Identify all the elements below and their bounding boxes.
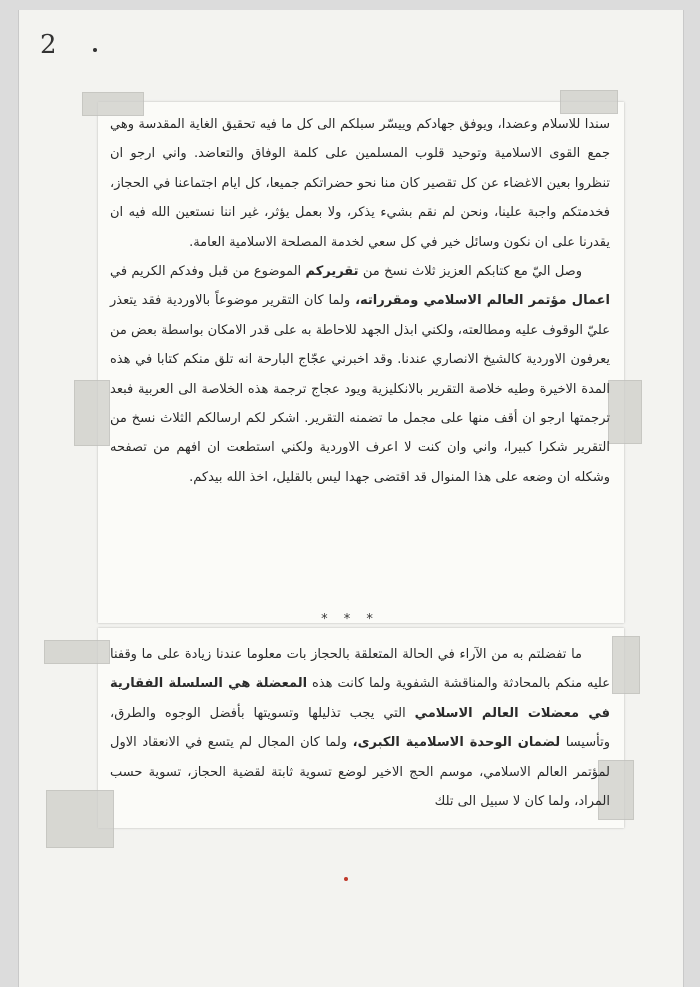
bold-text-run: المعضلة هي السلسلة الفقارية في معضلات العالم الاسلامي <box>110 676 610 721</box>
paragraph: سندا للاسلام وعضدا، ويوفق جهادكم وييسّر سبلكم الى كل ما فيه تحقيق الغاية المقدسة وهي جمع القوى الاسلامية وتوحيد قلوب المسلمين على كلمة الوفاق والتعاضد. واني ارجو ان تنظروا بعين الاغضاء عن كل تقصير كان منا نحو حضراتكم جميعا، كل ايام اجتماعنا في الحجاز، فخدمتكم واجبة علينا، ونحن لم نقم بشيء يذكر، ولا بعمل يؤثر، غير اننا نستعين الله فيه ان يقدرنا على ان نكون وسائل خير في كل سعي لخدمة المصلحة الاسلامية العامة. <box>110 117 610 250</box>
text-run: ولما كان المجال لم يتسع في الانعقاد الاول لمؤتمر العالم الاسلامي، موسم الحج الاخير لوضع تسوية ثابتة لقضية الحجاز، تسوية حسب المراد، ولما كان لا سبيل الى تلك <box>110 735 610 810</box>
ink-dot <box>93 48 97 52</box>
tape-strip <box>44 640 110 664</box>
bold-text-run: لضمان الوحدة الاسلامية الكبرى، <box>352 735 561 751</box>
tape-strip <box>46 790 114 848</box>
tape-strip <box>612 636 640 694</box>
paragraph <box>110 640 610 816</box>
section-separator: * * * <box>321 612 379 627</box>
text-run: التي يجب تذليلها وتسويتها بأفضل الوجوه والطرق، وتأسيسا <box>110 705 610 751</box>
text-run: وصل اليّ مع كتابكم العزيز ثلاث نسخ من <box>358 264 583 280</box>
bold-text-run: تقريركم <box>305 264 359 280</box>
text-run: الموضوع من قبل وفدكم الكريم في <box>110 264 306 280</box>
bold-text-run: اعمال مؤتمر العالم الاسلامي ومقرراته، <box>355 293 611 309</box>
text-run: ولما كان التقرير موضوعاً بالاوردية فقد يتعذر عليّ الوقوف عليه ومطالعته، ولكني ابذل الجهد للاحاطة به على قدر الامكان بواسطة بعض من يعرفون الاوردية كالشيخ الانصاري عندنا. وقد اخبرني عجّاج البارحة انه تلق منكم كتابا في هذه المدة الاخيرة وطيه خلاصة التقرير بالانكليزية ويود عجاج ترجمة هذه الخلاصة الى العربية فبعد ترجمتها ارجو ان أقف منها على مجمل ما تضمنه التقرير. اشكر لكم ارسالكم الثلاث نسخ من التقرير شكرا كبيرا، واني وان كنت لا اعرف الاوردية ولكني استطعت ان افهم من تصفحه وشكله ان وضعه على هذا المنوال قد اقتضى جهدا ليس بالقليل، اخذ الله بيدكم. <box>110 293 610 485</box>
tape-strip <box>608 380 642 444</box>
handwritten-page-number: 2 <box>40 30 57 60</box>
paragraph <box>110 257 610 492</box>
red-ink-dot <box>344 877 348 881</box>
tape-strip <box>74 380 110 446</box>
text-run: ما تفضلتم به من الآراء في الحالة المتعلقة بالحجاز بات معلوما عندنا زيادة على ما وقفنا عليه منكم بالمحادثة والمناقشة الشفوية ولما كانت هذه <box>110 647 610 692</box>
letter-text-block-2 <box>110 640 610 816</box>
letter-text-block-1 <box>110 110 610 492</box>
